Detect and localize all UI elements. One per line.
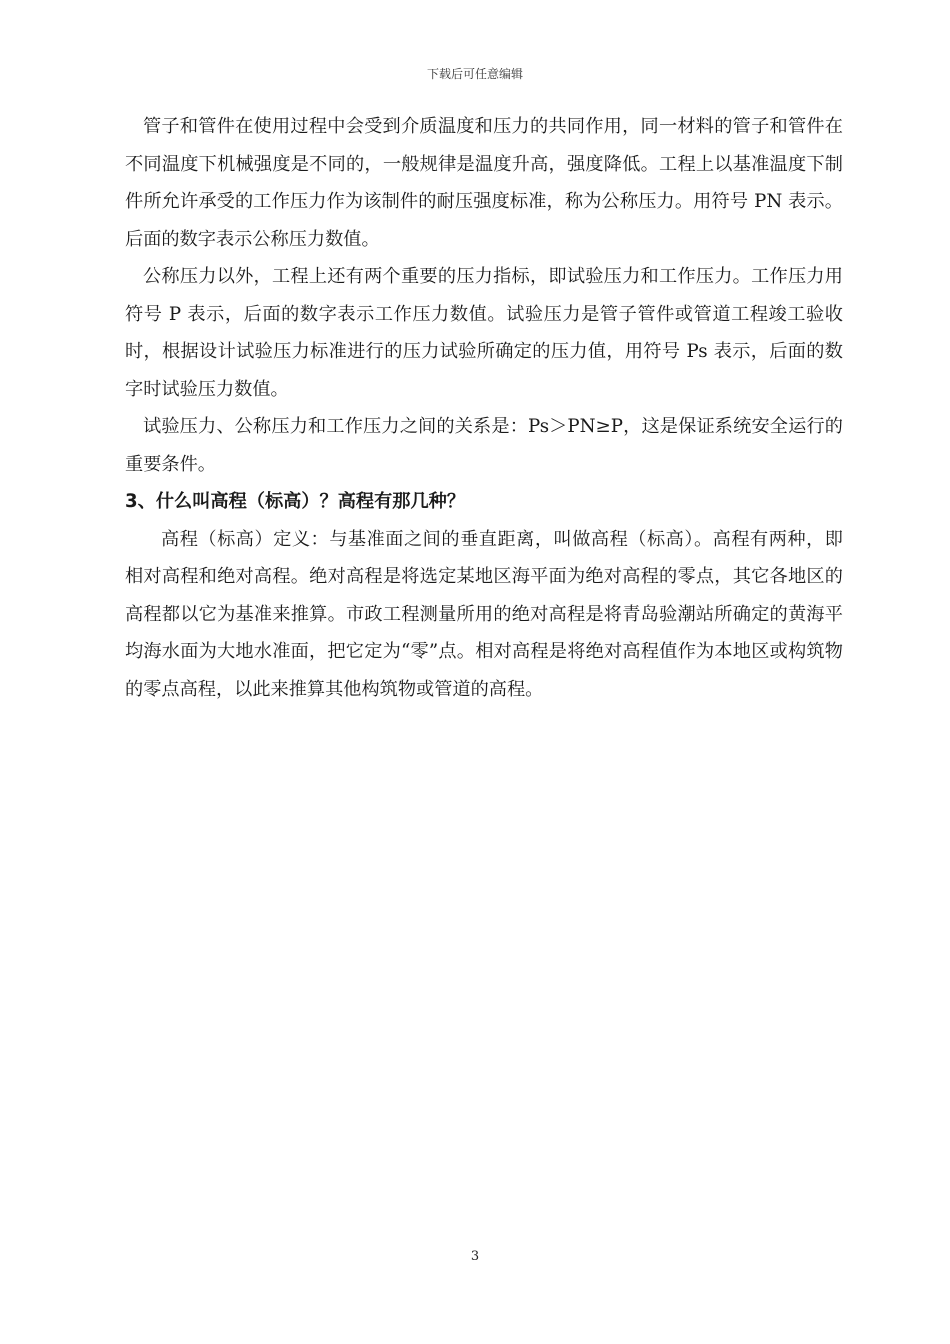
page-number: 3 <box>470 1249 480 1264</box>
paragraph-nominal-pressure: 管子和管件在使用过程中会受到介质温度和压力的共同作用，同一材料的管子和管件在不同温度下机械强度是不同的，一般规律是温度升高，强度降低。工程上以基准温度下制件所允许承受的工作压力作为该制件的耐压强度标准，称为公称压力。用符号 PN 表示。后面的数字表示公称压力数值。 <box>125 116 843 250</box>
paragraph-test-working-pressure: 公称压力以外，工程上还有两个重要的压力指标，即试验压力和工作压力。工作压力用符号 P 表示，后面的数字表示工作压力数值。试验压力是管子管件或管道工程竣工验收时，根据设计试验压力标准进行的压力试验所确定的压力值，用符号 Ps 表示，后面的数字时试验压力数值。 <box>125 266 843 400</box>
paragraph-elevation-definition: 高程（标高）定义：与基准面之间的垂直距离，叫做高程（标高）。高程有两种，即相对高程和绝对高程。绝对高程是将选定某地区海平面为绝对高程的零点，其它各地区的高程都以它为基准来推算。市政工程测量所用的绝对高程是将青岛验潮站所确定的黄海平均海水面为大地水准面，把它定为“零”点。相对高程是将绝对高程值作为本地区或构筑物的零点高程，以此来推算其他构筑物或管道的高程。 <box>125 528 843 700</box>
document-body <box>125 108 843 708</box>
page-header: 下载后可任意编辑 <box>426 67 523 81</box>
section-heading-elevation: 3、什么叫高程（标高）？高程有那几种？ <box>125 491 466 512</box>
paragraph-pressure-relation: 试验压力、公称压力和工作压力之间的关系是：Ps＞PN≥P，这是保证系统安全运行的重要条件。 <box>125 416 843 475</box>
